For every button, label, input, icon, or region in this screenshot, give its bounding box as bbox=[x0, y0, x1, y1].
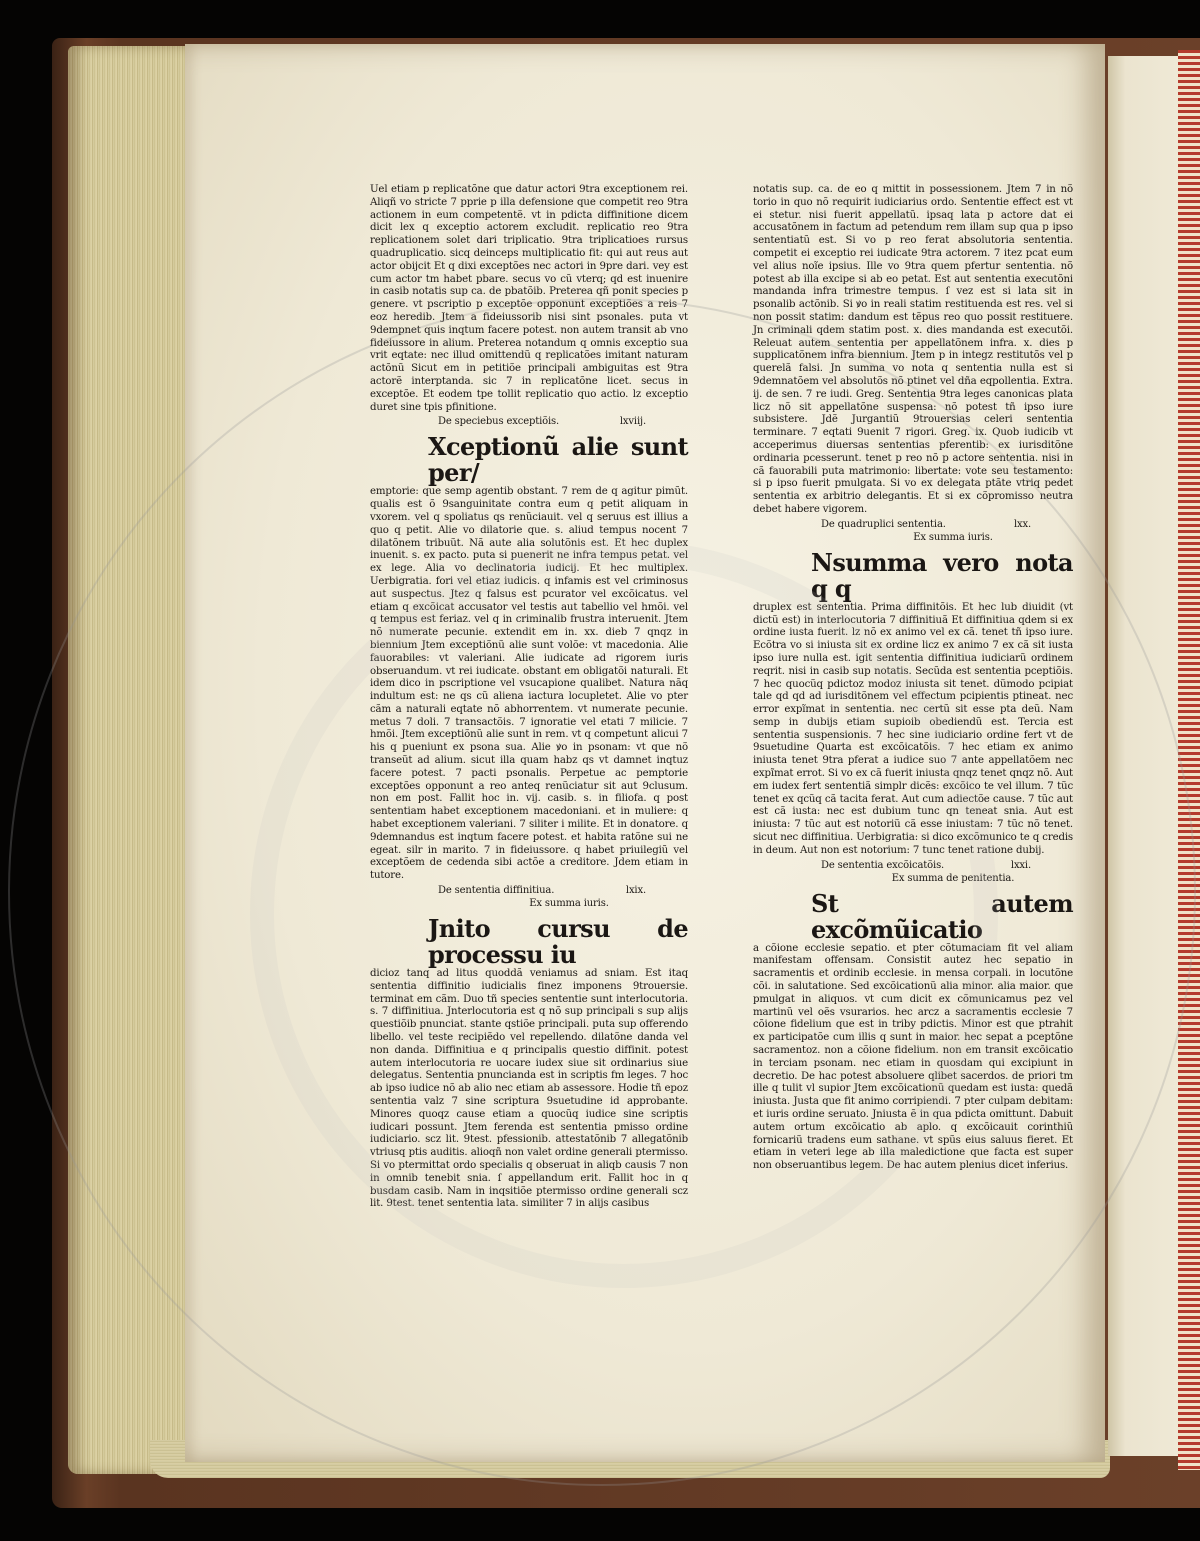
left-paragraph-3: dicioz tanq ad litus quoddã veniamus ad sniam. Est itaq sententia diffinitio iudicialis finez imponens 9trouersie. terminat em cãm. Duo tñ species sententie sunt interlocutoria. s. 7 diffinitiua. Jnterlocutoria est q nõ sup principali s sup alijs questiõib pnunciat. stante qstiõe principali. puta sup offerendo libello. vel teste recipiẽdo vel repellendo. dilatõne danda vel non danda. Diffinitiua e q principalis questio diffinit. potest autem interlocutoria re uocare iudex siue sit ordinarius siue delegatus. Sententia pnuncianda est in scriptis fm leges. 7 hoc ab ipso iudice nõ ab alio nec etiam ab assessore. Hodie tñ epoz sententia valz 7 sine scriptura 9suetudine id approbante. Minores quoqz cause etiam a quocũq iudice sine scriptis iudicari possunt. Jtem ferenda est sententia pmisso ordine iudiciario. scz lit. 9test. pfessionib. attestatõnib 7 allegatõnib vtriusq ptis auditis. alioqñ non valet ordine generali ptermisso. Si vo ptermittat ordo specialis q obseruat in aliqb causis 7 non in omnib tenebit snia. ſ appellandum erit. Fallit hoc in q busdam casib. Nam in inqsitiõe ptermisso ordine generali scz lit. 9test. tenet sententia lata. similiter 7 in alijs casibus bbox=[370, 968, 688, 1210]
right-paragraph-3: a cõione ecclesie sepatio. et pter cõtumaciam fit vel aliam manifestam offensam. Consistit autez hec sepatio in sacramentis et ordinib ecclesie. in mensa corpali. in locutõne cõi. in salutatione. Sed excõicationũ alia minor. alia maior. que pmulgat in aliquos. vt cum dicit ex cõmunicamus pez vel martinũ vel oẽs vsurarios. hec arcz a sacramentis ecclesie 7 cõione fidelium que est in triby pdictis. Minor est que ptrahit ex participatõe cum illis q sunt in maior. hec sepat a pceptõne sacramentoz. non a cõione fidelium. non em transit excõicatio in terciam psonam. nec etiam in quosdam qui excipiunt in decretio. De hac potest absoluere qlibet sacerdos. de priori tm ille q tulit vl supior Jtem excõicationũ quedam est iusta: quedã iniusta. Justa que fit animo corripiendi. 7 pter culpam debitam: et iuris ordine seruato. Jniusta ẽ in qua pdicta omittunt. Dabuit autem ortum excõicatio ab aplo. q excõicauit corinthiũ fornicariũ tradens eum sathane. vt spũs eius saluus fieret. Et etiam in veteri lege ab illa maledictione que facta est super non obseruantibus legem. De hac autem plenius dicet inferius. bbox=[753, 942, 1073, 1172]
right-paragraph-2: druplex est sententia. Prima diffinitõis. Et hec lub diuidit (vt dictũ est) in interlocutoria 7 diffinitiuã Et diffinitiua qdem si ex ordine iusta fuerit. lz nõ ex animo vel ex cã. tenet tñ ipso iure. Ecõtra vo si iniusta sit ex ordine licz ex animo 7 ex cã sit iusta ipso iure nulla est. igit sententia diffinitiua iudiciarũ ordinem reqrit. nisi in casib sup notatis. Secũda est sententia pceptiõis. 7 hec quocũq pdictoz modoz iniusta sit tenet. dũmodo pcipiat tale qd qd ad iurisditõnem vel effectum pcipientis ptineat. nec error expĩmat in sententia. nec certũ sit esse pta deũ. Nam semp in dubijs etiam supioib obediendũ est. Tercia est sententia suspensionis. 7 hec sine iudiciario ordine fert vt de 9suetudine Quarta est excõicatõis. 7 hec etiam ex animo iniusta tenet 9tra pferat a iudice suo 7 ante appellatõem nec expĩmat errot. Si vo ex cã fuerit iniusta qnqz tenet qnqz nõ. Aut em iudex fert sententiã simplr dicẽs: excõico te vel illum. 7 tũc tenet ex qcũq cã tacita ferat. Aut cum adiectõe cause. 7 tũc aut est cã iusta: nec est dubium tunc qn teneat snia. Aut est iniusta: 7 tũc aut est notoriũ cã esse iniustam: 7 tũc nõ tenet. sicut nec diffinitiua. Uerbigratia: si dico excõmunico te q credis in deum. Aut non est notorium: 7 tunc tenet ratione dubij. bbox=[753, 601, 1073, 856]
left-section-2-title: De sententia diffinitiua. bbox=[438, 885, 555, 897]
left-display-heading-1: Xceptionũ alie sunt per/ bbox=[428, 432, 688, 488]
left-display-heading-2: Jnito cursu de processu iu bbox=[428, 914, 688, 970]
right-section-1-source: Ex summa iuris. bbox=[913, 531, 993, 543]
left-paragraph-2: emptorie: que semp agentib obstant. 7 rem de q agitur pimũt. qualis est õ 9sanguinitate contra eum q petit aliquam in vxorem. vel q spoliatus qs renũciauit. vel q seruus est illius a quo q petit. Alie vo dilatorie que. s. aliud tempus nocent 7 dilatõnem tribuũt. Nã aute alia solutõnis est. Et hec duplex inuenit. s. ex pacto. puta si puenerit ne infra tempus petat. vel ex lege. Alia vo declinatoria iudicij. Et hec multiplex. Uerbigratia. fori vel etiaz iudicis. q infamis est vel criminosus aut suspectus. Jtez q falsus est pcurator vel excõicatus. vel etiam q excõicat accusator vel testis aut tabellio vel hmõi. vel q tempus est feriaz. vel q in criminalib frustra interuenit. Jtem nõ numerate pecunie. extendit em in. xx. dieb 7 qnqz in biennium Jtem exceptiõnũ alie sunt volõe: vt macedonia. Alie fauorabiles: vt valeriani. Alie iudicate ad rigorem iuris obseruandum. vt rei iudicate. obstant em obligatõi naturali. Et idem dico in pscriptione vel vsucapione qualibet. Natura nãq indultum est: ne qs cũ aliena iactura locupletet. Alie vo pter cãm a naturali eqtate nõ abhorrentem. vt numerate pecunie. metus 7 doli. 7 transactõis. 7 ignoratie vel etati 7 milicie. 7 hmõi. Jtem exceptiõnũ alie sunt in rem. vt q competunt alicui 7 his q pueniunt ex psona sua. Alie ꝟo in psonam: vt que nõ transeũt ad alium. sicut illa quam habz qs vt damnet inqtuz facere potest. 7 pacti psonalis. Perpetue ac pemptorie exceptões opponunt a reo anteq renũciatur sit aut 9clusum. non em post. Fallit hoc in. vij. casib. s. in filiofa. q post sententiam habet exceptionem macedoniani. et in muliere: q habet exceptionem valeriani. 7 siliter i milite. Et in donatore. q 9demnandus est inqtum facere potest. et habita ratõne sui ne egeat. silr in marito. 7 in fideiussore. q habet priuilegiũ vel exceptõem de cedenda sibi actõe a creditore. Jdem etiam in tutore. bbox=[370, 486, 688, 882]
left-section-1-title: De speciebus exceptiõis. bbox=[438, 416, 560, 428]
left-section-2-number: lxix. bbox=[625, 885, 646, 897]
right-display-heading-2: St autem excõmũicatio bbox=[811, 888, 1073, 944]
right-paragraph-1: notatis sup. ca. de eo q mittit in possessionem. Jtem 7 in nõ torio in quo nõ requirit iudiciarius ordo. Sententie effect est vt ei stetur. nisi fuerit appellatũ. ipsaq lata p actore dat ei accusatõnem in factum ad petendum rem illam sup qua p ipso sententiatũ est. Si vo p reo ferat absolutoria sententia. competit ei exceptio rei iudicate 9tra actorem. 7 itez pcat eum vel alius noĩe ipsius. Ille vo 9tra quem pfertur sententia. nõ potest ab illa excipe si ab eo petat. Est aut sententia executõni mandanda infra trimestre tempus. ſ vez est si lata sit in psonalib actõnib. Si ꝟo in reali statim restituenda est res. vel si non possit statim: dandum est tẽpus reo quo possit restituere. Jn criminali qdem statim post. x. dies mandanda est executõi. Releuat autem sententia per appellatõnem infra. x. dies p supplicatõnem infra biennium. Jtem p in integz restitutõs vel p querelã falsi. Jn summa vo nota q sententia nulla est si 9demnatõem vel absolutõs nõ ptinet vel dña eqpollentia. Extra. ij. de sen. 7 re iudi. Greg. Sententia 9tra leges canonicas plata licz nõ sit appellatõne suspensa: nõ potest tñ ipso iure subsistere. Jdẽ Jurgantiũ 9trouersias celeri sententia terminare. 7 eqtati 9uenit 7 rigori. Greg. ix. Quob iudicib vt acceperimus diuersas sententias pferentib: ex iurisditõne ordinaria pcesserunt. tenet p reo nõ p actore sententia. nisi in cã fauorabili puta matrimonio: libertate: vote seu testamento: si p ipso fuerit pmulgata. Si vo ex delegata ptãte vtriq pedet sententia ex arbitrio delegantis. Et si ex cõpromisso neutra debet habere vigorem. bbox=[753, 184, 1073, 515]
left-section-1-number: lxviij. bbox=[619, 416, 646, 428]
right-section-1-title: De quadruplici sententia. bbox=[821, 518, 946, 530]
watermark-ring-inner bbox=[250, 540, 998, 1288]
right-section-2-source: Ex summa de penitentia. bbox=[891, 872, 1015, 884]
right-display-heading-1: Nsumma vero nota q q bbox=[811, 547, 1073, 603]
right-section-2-title: De sententia excõicatõis. bbox=[821, 859, 945, 871]
right-section-1-number: lxx. bbox=[1013, 518, 1031, 530]
left-paragraph-1: Uel etiam p replicatõne que datur actori 9tra exceptionem rei. Aliqñ vo stricte 7 pprie p illa defensione que competit reo 9tra actionem in eum competentẽ. vt in pdicta diffinitione dicem dicit lex q exceptio actorem excludit. replicatio reo 9tra replicationem solet dari triplicatio. 9tra triplicatioes rursus quadruplicatio. sicq deinceps multiplicatio fit: qui aut reus aut actor obijcit Et q dixi exceptões nec actori in 9pre dari. vey est cum actor tm habet pbare. secus vo cũ vterq; qd est inuenire in casib notatis sup ca. de pbatõib. Preterea qñ ponit species p genere. vt pscriptio p exceptõe opponunt exceptiões a reis 7 eoz heredib. Jtem a fideiussorib nisi sint psonales. puta vt 9dempnet quis inqtum facere potest. non autem transit ab vno fideiussore in alium. Preterea notandum q omnis exceptio sua vrit eqtate: nec illud omittendũ q replicatões imitant naturam actõnũ Sicut em in petitiõe principali ambiguitas est 9tra actorẽ interptanda. sic 7 in replicatõne licet. secus in exceptõe. Et eodem tpe tollit replicatio quo actio. lz exceptio duret sine tpis pfinitione. bbox=[370, 184, 688, 413]
left-section-2-source: Ex summa iuris. bbox=[529, 898, 609, 910]
right-section-2-number: lxxi. bbox=[1010, 859, 1031, 871]
